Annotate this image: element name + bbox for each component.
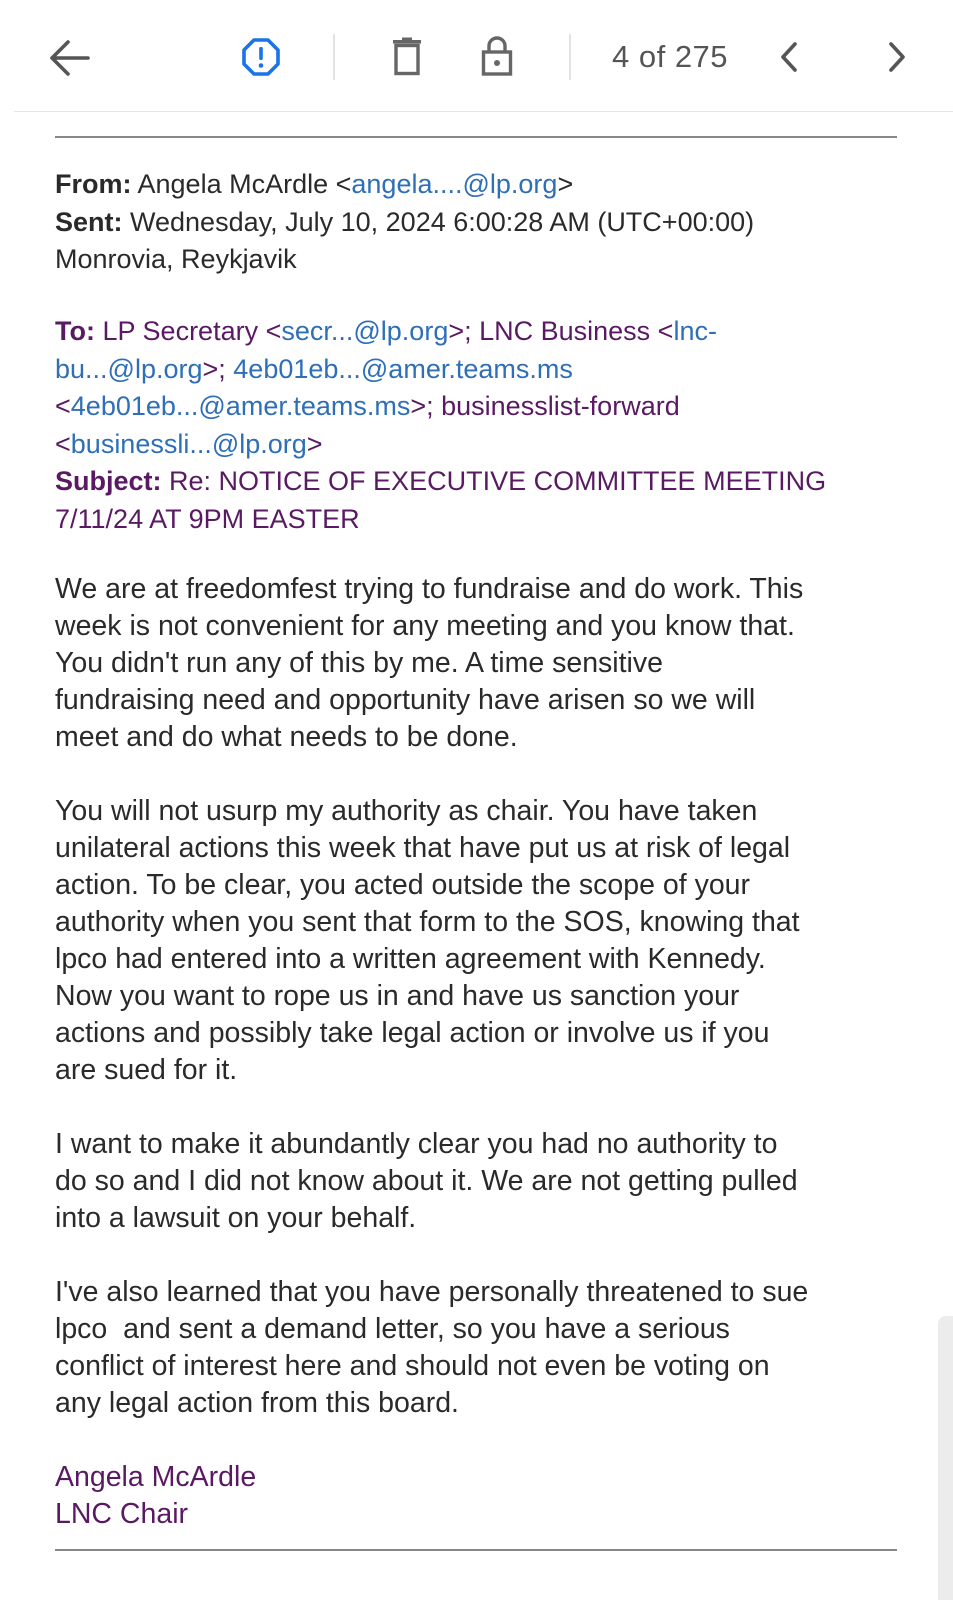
from-email-link[interactable]: angela....@lp.org	[351, 169, 558, 199]
message-counter: 4 of 275	[612, 39, 729, 74]
recipient-email-link[interactable]: secr...@lp.org	[281, 316, 449, 346]
subject-label: Subject:	[55, 466, 162, 496]
recipient-email-link[interactable]: businessli...@lp.org	[70, 428, 307, 459]
subject-text-continued: 7/11/24 AT 9PM EASTER	[55, 503, 360, 534]
footer-divider	[55, 1549, 897, 1551]
chevron-left-icon[interactable]	[776, 40, 802, 74]
sent-timezone: Monrovia, Reykjavik	[55, 244, 297, 274]
recipient-name: LP Secretary <	[102, 316, 282, 346]
to-label: To:	[55, 316, 95, 346]
recipient-name: <	[55, 391, 71, 421]
subject-line	[55, 463, 915, 501]
sent-label: Sent:	[55, 206, 123, 237]
sent-value: Wednesday, July 10, 2024 6:00:28 AM (UTC+00:00)	[130, 206, 755, 237]
recipient-name: >; businesslist-forward <	[55, 391, 680, 459]
signature-name: Angela McArdle	[55, 1461, 257, 1493]
lock-icon[interactable]	[480, 34, 514, 78]
email-header-to-subject	[55, 313, 915, 538]
back-arrow-icon[interactable]	[44, 36, 94, 80]
trash-icon[interactable]	[390, 37, 424, 77]
from-name: Angela McArdle <	[137, 169, 352, 199]
from-close: >	[557, 169, 574, 199]
recipient-name: >	[306, 428, 323, 459]
recipient-email-link[interactable]: 4eb01eb...@amer.teams.ms	[233, 353, 573, 384]
recipient-name: >; LNC Business <	[448, 316, 674, 346]
scrollbar[interactable]	[938, 1316, 953, 1600]
header-divider	[55, 136, 897, 138]
recipient-email-link[interactable]: 4eb01eb...@amer.teams.ms	[70, 391, 411, 421]
body-paragraph: We are at freedomfest trying to fundraise and do work. This week is not convenient for any meeting and you know that. You didn't run any of this by me. A time sensitive fundraising need and opportunity have arisen so we will meet and do what needs to be done.	[55, 573, 804, 753]
chevron-right-icon[interactable]	[884, 40, 910, 74]
to-line	[55, 313, 915, 463]
toolbar-divider	[333, 34, 335, 80]
sent-line	[55, 204, 915, 242]
toolbar-divider	[569, 34, 571, 80]
email-body	[55, 571, 915, 1533]
toolbar-border	[14, 111, 953, 112]
signature-title: LNC Chair	[55, 1498, 189, 1530]
body-paragraph: You will not usurp my authority as chair. You have taken unilateral actions this week that have put us at risk of legal action. To be clear, you acted outside the scope of your authority when you sent that form to the SOS, knowing that lpco had entered into a written agreement with Kennedy. Now you want to rope us in and have us sanction your actions and possibly take legal action or involve us if you are sued for it.	[55, 795, 800, 1086]
recipient-name: >;	[202, 353, 234, 384]
email-header-from-sent	[55, 166, 915, 279]
recipient-email-link[interactable]: lnc- bu...@lp.org	[55, 316, 717, 384]
body-paragraph: I want to make it abundantly clear you had no authority to do so and I did not know about it. We are not getting pulled into a lawsuit on your behalf.	[55, 1128, 798, 1234]
from-label: From:	[55, 169, 132, 199]
body-paragraph: I've also learned that you have personally threatened to sue lpco and sent a demand letter, so you have a serious conflict of interest here and should not even be voting on any legal action from this board.	[55, 1276, 809, 1419]
subject-text: Re: NOTICE OF EXECUTIVE COMMITTEE MEETING	[169, 466, 827, 496]
spam-report-icon[interactable]	[241, 37, 281, 77]
email-toolbar	[0, 0, 953, 112]
from-line	[55, 166, 915, 204]
